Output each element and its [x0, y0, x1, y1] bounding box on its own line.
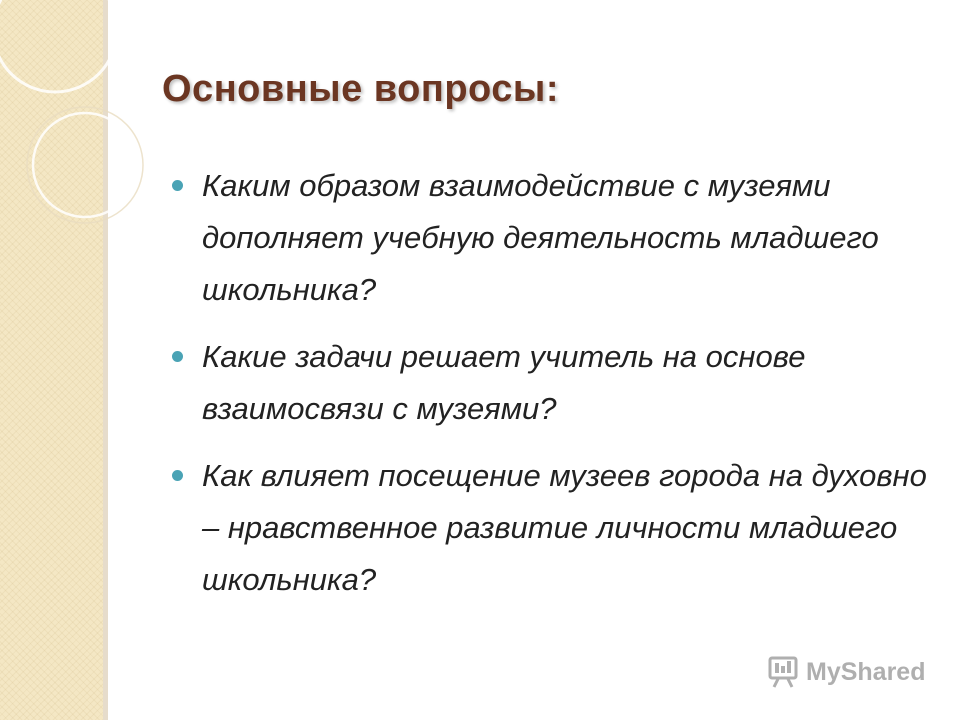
watermark [766, 655, 925, 689]
decorative-circles [0, 0, 160, 260]
bullet-text: Как влияет посещение музеев города на духовно – нравственное развитие личности младшего школьника? [202, 458, 927, 597]
bullet-list [172, 160, 942, 621]
watermark-text: MyShared [806, 657, 926, 686]
bullet-dot-icon [172, 180, 183, 191]
bullet-text: Каким образом взаимодействие с музеями дополняет учебную деятельность младшего школьника? [202, 168, 879, 307]
slide-title: Основные вопросы: [162, 68, 559, 110]
bullet-dot-icon [172, 470, 183, 481]
bullet-item [172, 160, 942, 316]
bullet-dot-icon [172, 351, 183, 362]
bullet-text: Какие задачи решает учитель на основе взаимосвязи с музеями? [202, 339, 806, 426]
bullet-item [172, 331, 942, 435]
presentation-board-icon [766, 655, 800, 689]
bullet-item [172, 450, 942, 606]
